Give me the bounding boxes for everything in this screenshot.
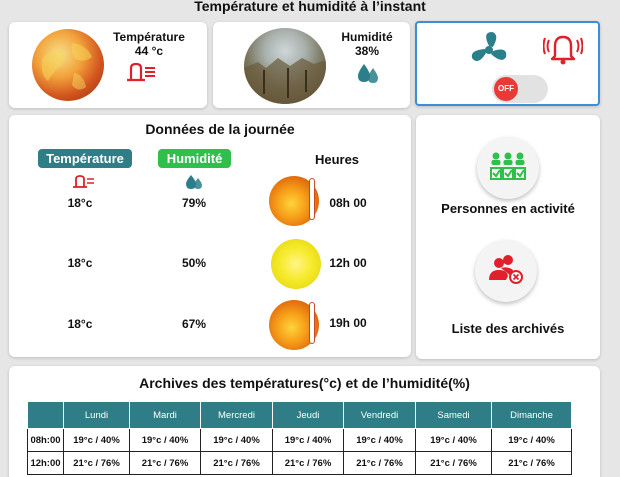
table-cell: 19°c / 40% [130,429,201,452]
toggle-state-label: OFF [494,77,518,101]
row-time: 08h:00 [28,429,64,452]
humidity-drop-icon [356,62,382,89]
table-corner-header [28,402,64,429]
table-cell: 19°c / 40% [64,429,130,452]
alarm-bell-icon[interactable] [543,28,583,68]
table-cell: 19°c / 40% [492,429,572,452]
page-title: Température et humidité à l’instant [194,0,426,14]
table-cell: 19°c / 40% [344,429,416,452]
day-header: Dimanche [492,402,572,429]
daily-data-title: Données de la journée [145,121,295,137]
table-cell: 19°c / 40% [416,429,492,452]
table-cell: 21°c / 76% [64,452,130,475]
people-card [416,115,600,359]
archived-people-icon [475,240,537,302]
day-header: Vendredi [344,402,416,429]
daily-data-card [9,115,411,357]
row-time: 12h:00 [28,452,64,475]
humidity-column-header: Humidité [158,149,231,168]
humidity-label: Humidité [341,30,393,44]
table-cell: 21°c / 76% [130,452,201,475]
row-hour: 12h 00 [329,256,367,270]
current-humidity-card [213,22,410,108]
temperature-label: Température [113,30,185,44]
table-cell: 21°c / 76% [492,452,572,475]
day-header: Samedi [416,402,492,429]
archived-list-label[interactable]: Liste des archivés [451,321,565,336]
row-temperature: 18°c [67,196,93,210]
sun-noon-icon [271,239,321,289]
thermometer-icon [72,175,98,194]
table-cell: 19°c / 40% [273,429,344,452]
active-people-label[interactable]: Personnes en activité [441,201,575,216]
day-header: Lundi [64,402,130,429]
temperature-column-header: Température [38,149,132,168]
humidity-value: 38% [354,44,380,58]
people-checklist-icon [477,137,539,199]
device-control-card [415,21,600,106]
archives-card [9,366,600,477]
table-cell: 19°c / 40% [201,429,273,452]
table-cell: 21°c / 76% [344,452,416,475]
temperature-value: 44 °c [134,44,164,58]
table-cell: 21°c / 76% [416,452,492,475]
day-header: Mardi [130,402,201,429]
day-header: Mercredi [201,402,273,429]
row-hour: 08h 00 [329,196,367,210]
row-temperature: 18°c [67,317,93,331]
row-humidity: 67% [181,317,207,331]
row-humidity: 79% [181,196,207,210]
table-row [28,429,572,452]
archived-list-button[interactable] [475,240,537,302]
row-temperature: 18°c [67,256,93,270]
humidity-drop-icon [185,174,205,195]
current-temperature-card [9,22,207,108]
table-cell: 21°c / 76% [273,452,344,475]
globe-heat-image [32,29,104,101]
thermometer-icon [125,62,161,89]
row-hour: 19h 00 [329,316,367,330]
table-row [28,452,572,475]
day-header: Jeudi [273,402,344,429]
dry-forest-image [244,28,326,104]
row-humidity: 50% [181,256,207,270]
archives-table [27,401,572,475]
thermometer-gauge-icon [309,302,315,344]
fan-icon[interactable] [468,30,510,70]
hours-column-header: Heures [314,152,360,167]
archives-title: Archives des températures(°c) et de l’humidité(%) [139,375,470,391]
table-cell: 21°c / 76% [201,452,273,475]
thermometer-gauge-icon [309,178,315,220]
power-toggle[interactable] [492,75,548,103]
active-people-button[interactable] [477,137,539,199]
